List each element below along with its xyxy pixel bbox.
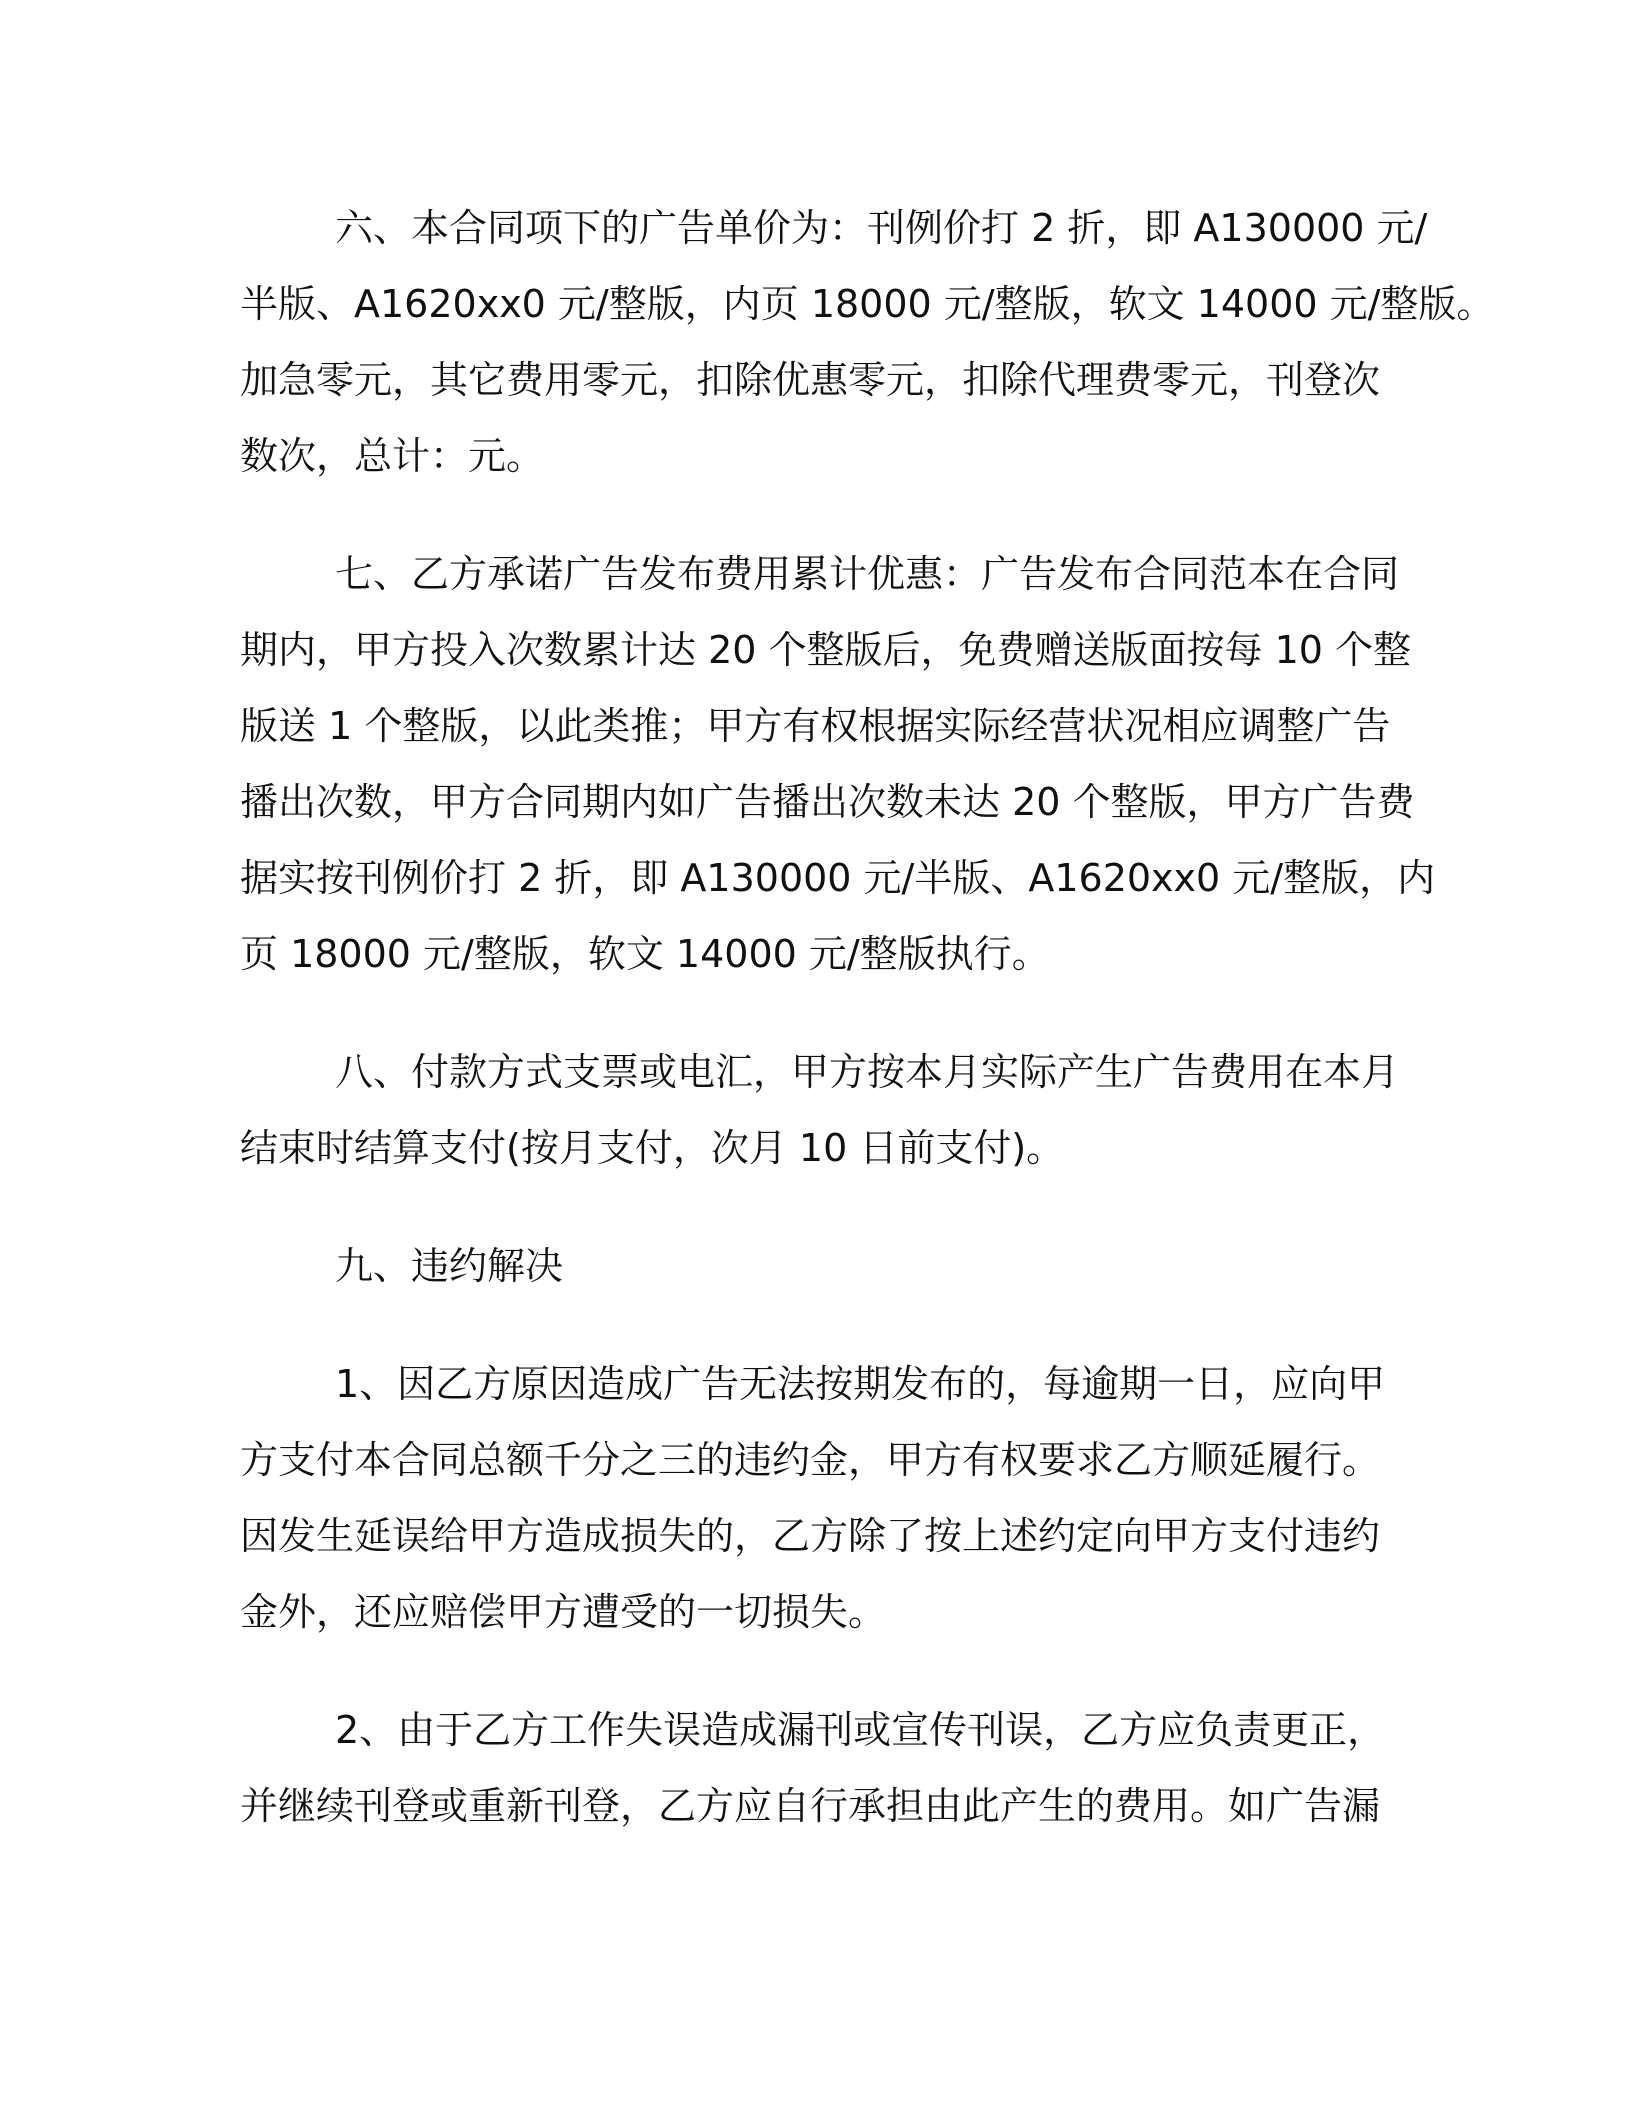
text-line: 七、乙方承诺广告发布费用累计优惠：广告发布合同范本在合同 bbox=[335, 552, 1400, 596]
paragraph-9-1-delay bbox=[240, 1346, 1420, 1650]
text-line: 期内，甲方投入次数累计达 20 个整版后，免费赠送版面按每 10 个整 bbox=[240, 628, 1412, 672]
section-heading: 九、违约解决 bbox=[335, 1244, 564, 1288]
paragraph-9-heading bbox=[240, 1228, 1420, 1304]
text-line: 方支付本合同总额千分之三的违约金，甲方有权要求乙方顺延履行。 bbox=[240, 1438, 1381, 1482]
text-line: 1、因乙方原因造成广告无法按期发布的，每逾期一日，应向甲 bbox=[335, 1362, 1386, 1406]
text-line: 2、由于乙方工作失误造成漏刊或宣传刊误，乙方应负责更正， bbox=[335, 1708, 1386, 1752]
text-line: 版送 1 个整版，以此类推；甲方有权根据实际经营状况相应调整广告 bbox=[240, 704, 1391, 748]
text-line: 加急零元，其它费用零元，扣除优惠零元，扣除代理费零元，刊登次 bbox=[240, 358, 1381, 402]
text-line: 半版、A1620xx0 元/整版，内页 18000 元/整版，软文 14000 元/整版。 bbox=[240, 282, 1495, 326]
paragraph-6-unit-price bbox=[240, 190, 1495, 494]
text-line: 六、本合同项下的广告单价为：刊例价打 2 折，即 A130000 元/ bbox=[335, 206, 1428, 250]
text-line: 页 18000 元/整版，软文 14000 元/整版执行。 bbox=[240, 932, 1050, 976]
text-line: 播出次数，甲方合同期内如广告播出次数未达 20 个整版，甲方广告费 bbox=[240, 780, 1415, 824]
text-line: 据实按刊例价打 2 折，即 A130000 元/半版、A1620xx0 元/整版，内 bbox=[240, 856, 1436, 900]
text-line: 数次，总计：元。 bbox=[240, 434, 545, 478]
paragraph-7-discount bbox=[240, 536, 1436, 992]
text-line: 并继续刊登或重新刊登，乙方应自行承担由此产生的费用。如广告漏 bbox=[240, 1784, 1381, 1828]
text-line: 因发生延误给甲方造成损失的，乙方除了按上述约定向甲方支付违约 bbox=[240, 1514, 1381, 1558]
paragraph-9-2-error bbox=[240, 1692, 1420, 1844]
text-line: 结束时结算支付(按月支付，次月 10 日前支付)。 bbox=[240, 1126, 1065, 1170]
text-line: 金外，还应赔偿甲方遭受的一切损失。 bbox=[240, 1590, 887, 1634]
text-line: 八、付款方式支票或电汇，甲方按本月实际产生广告费用在本月 bbox=[335, 1050, 1400, 1094]
paragraph-8-payment bbox=[240, 1034, 1420, 1186]
document-body bbox=[240, 190, 1495, 1886]
